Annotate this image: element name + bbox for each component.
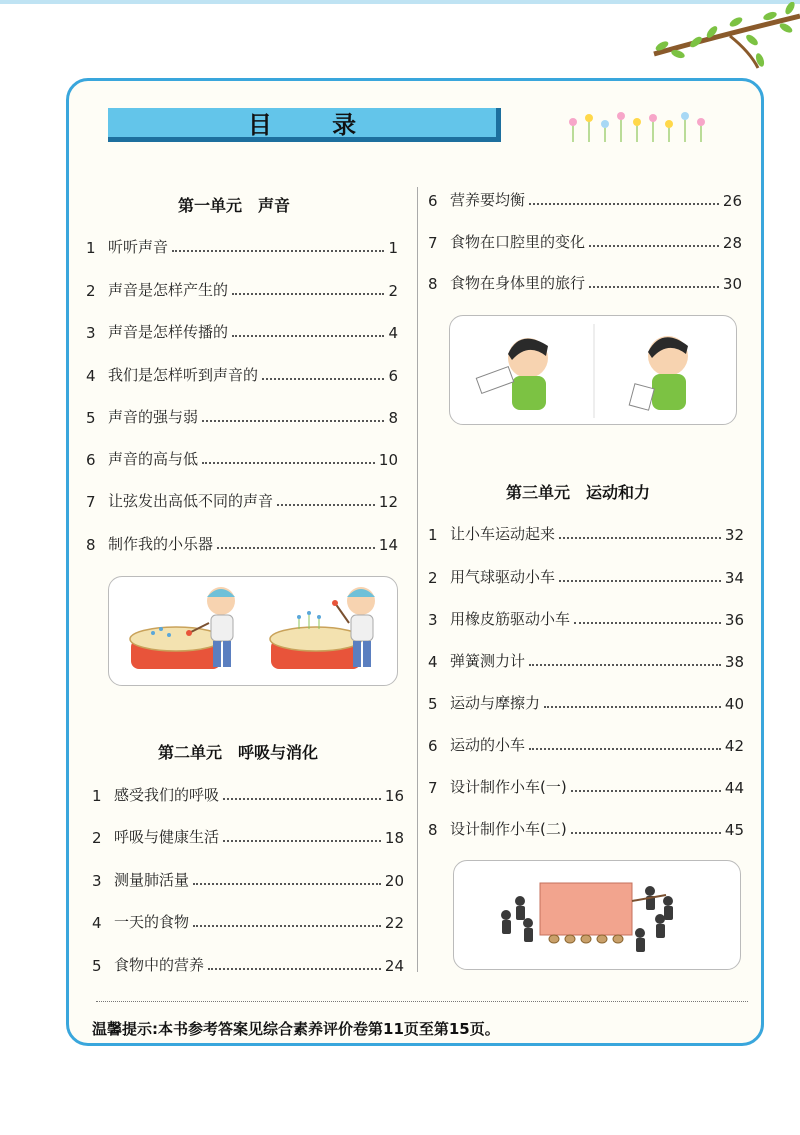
page-title: 目 录 bbox=[108, 108, 501, 142]
toc-item[interactable]: 5 运动与摩擦力 40 bbox=[428, 694, 744, 713]
eating-illustration bbox=[449, 315, 737, 425]
drum-illustration bbox=[108, 576, 398, 686]
toc-item[interactable]: 3 测量肺活量 20 bbox=[92, 871, 404, 890]
toc-item[interactable]: 2 用气球驱动小车 34 bbox=[428, 568, 744, 587]
column-divider bbox=[417, 187, 418, 972]
bottom-dotted-line bbox=[96, 1001, 748, 1002]
toc-item[interactable]: 2 呼吸与健康生活 18 bbox=[92, 828, 404, 847]
tree-branch-icon bbox=[640, 2, 800, 82]
toc-item[interactable]: 8 设计制作小车(二) 45 bbox=[428, 820, 744, 839]
toc-item[interactable]: 2 声音是怎样产生的 2 bbox=[86, 281, 398, 300]
toc-item[interactable]: 3 用橡皮筋驱动小车 36 bbox=[428, 610, 744, 629]
toc-item[interactable]: 3 声音是怎样传播的 4 bbox=[86, 323, 398, 342]
tip-text: 温馨提示:本书参考答案见综合素养评价卷第11页至第15页。 bbox=[92, 1020, 500, 1038]
toc-item[interactable]: 4 我们是怎样听到声音的 6 bbox=[86, 366, 398, 385]
toc-item[interactable]: 6 运动的小车 42 bbox=[428, 736, 744, 755]
unit-3-title: 第三单元 运动和力 bbox=[506, 483, 651, 502]
toc-item[interactable]: 1 让小车运动起来 32 bbox=[428, 525, 744, 544]
toc-item[interactable]: 5 食物中的营养 24 bbox=[92, 956, 404, 975]
toc-item[interactable]: 7 让弦发出高低不同的声音 12 bbox=[86, 492, 398, 511]
toc-item[interactable]: 1 感受我们的呼吸 16 bbox=[92, 786, 404, 805]
pushing-box-illustration bbox=[453, 860, 741, 970]
toc-item[interactable]: 4 弹簧测力计 38 bbox=[428, 652, 744, 671]
toc-item[interactable]: 5 声音的强与弱 8 bbox=[86, 408, 398, 427]
flowers-icon bbox=[563, 108, 715, 144]
unit-2-title: 第二单元 呼吸与消化 bbox=[158, 743, 319, 762]
pushing-box-icon bbox=[454, 861, 741, 970]
toc-item[interactable]: 8 制作我的小乐器 14 bbox=[86, 535, 398, 554]
kids-drum-icon bbox=[109, 577, 398, 686]
toc-item[interactable]: 1 听听声音 1 bbox=[86, 238, 398, 257]
toc-item[interactable]: 7 设计制作小车(一) 44 bbox=[428, 778, 744, 797]
toc-item[interactable]: 6 声音的高与低 10 bbox=[86, 450, 398, 469]
unit-1-title: 第一单元 声音 bbox=[178, 196, 291, 215]
boy-eating-icon bbox=[450, 316, 737, 425]
toc-item[interactable]: 8 食物在身体里的旅行 30 bbox=[428, 274, 742, 293]
toc-item[interactable]: 6 营养要均衡 26 bbox=[428, 191, 742, 210]
toc-item[interactable]: 7 食物在口腔里的变化 28 bbox=[428, 233, 742, 252]
toc-item[interactable]: 4 一天的食物 22 bbox=[92, 913, 404, 932]
